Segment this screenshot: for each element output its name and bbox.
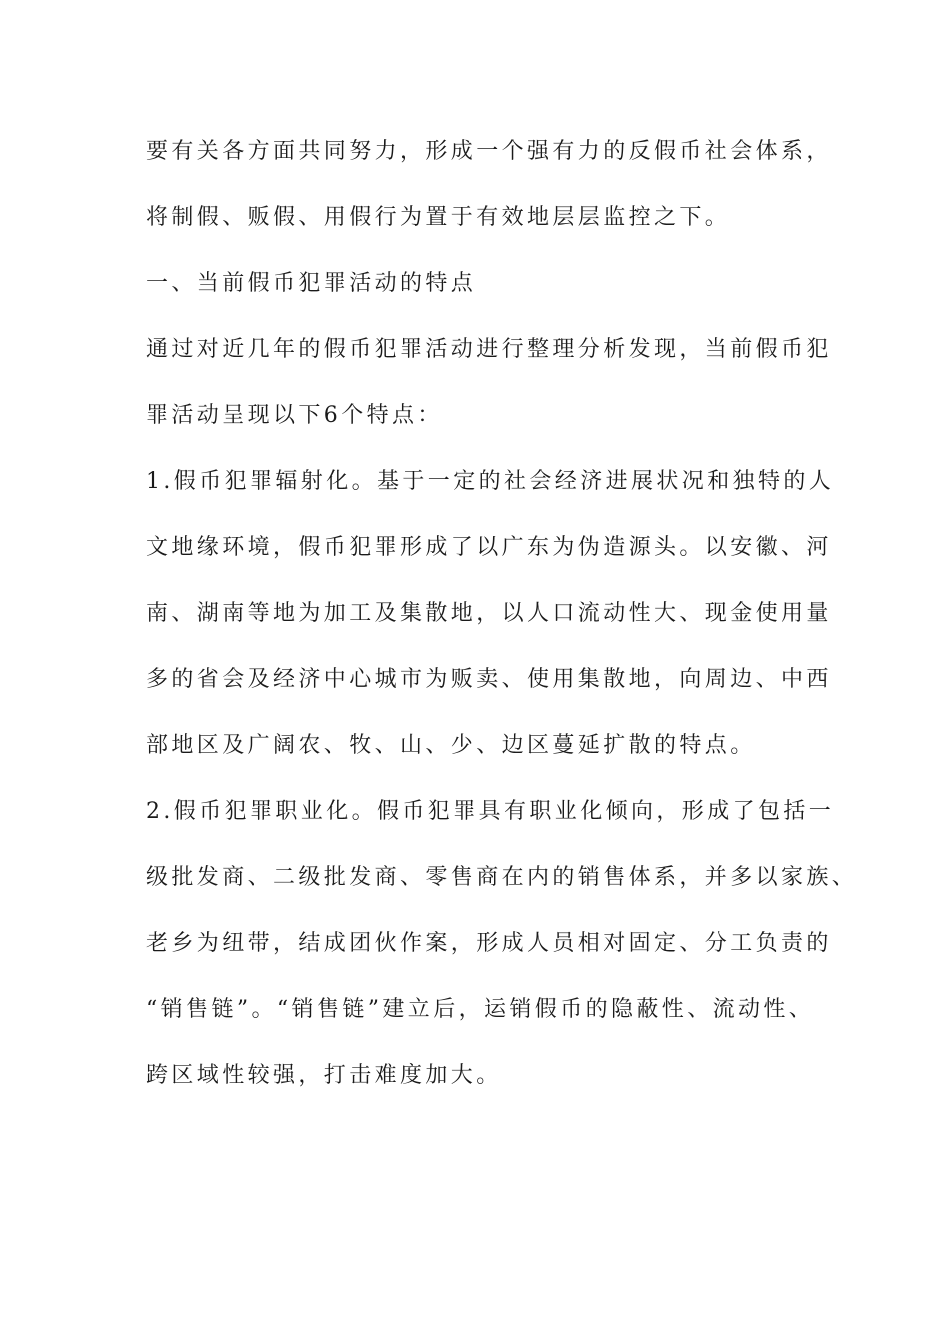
text-line: 将制假、贩假、用假行为置于有效地层层监控之下。 [146, 205, 731, 230]
text-line: 级批发商、二级批发商、零售商在内的销售体系，并多以家族、 [146, 865, 858, 890]
text-line: “销售链”。“销售链”建立后，运销假币的隐蔽性、流动性、 [146, 997, 815, 1022]
text-line: 罪活动呈现以下6个特点： [146, 403, 443, 428]
text-line: 南、湖南等地为加工及集散地，以人口流动性大、现金使用量 [146, 601, 832, 626]
text-line: 通过对近几年的假币犯罪活动进行整理分析发现，当前假币犯 [146, 337, 832, 362]
document-body [146, 128, 858, 1118]
text-line: 部地区及广阔农、牧、山、少、边区蔓延扩散的特点。 [146, 733, 756, 758]
text-line: 文地缘环境，假币犯罪形成了以广东为伪造源头。以安徽、河 [146, 535, 832, 560]
text-line: 老乡为纽带，结成团伙作案，形成人员相对固定、分工负责的 [146, 931, 832, 956]
section-heading: 一、当前假币犯罪活动的特点 [146, 271, 477, 296]
text-line: 2.假币犯罪职业化。假币犯罪具有职业化倾向，形成了包括一 [146, 799, 835, 824]
text-line: 要有关各方面共同努力，形成一个强有力的反假币社会体系， [146, 139, 832, 164]
text-line: 跨区域性较强，打击难度加大。 [146, 1063, 502, 1088]
text-line: 多的省会及经济中心城市为贩卖、使用集散地，向周边、中西 [146, 667, 832, 692]
text-line: 1.假币犯罪辐射化。基于一定的社会经济进展状况和独特的人 [146, 469, 835, 494]
